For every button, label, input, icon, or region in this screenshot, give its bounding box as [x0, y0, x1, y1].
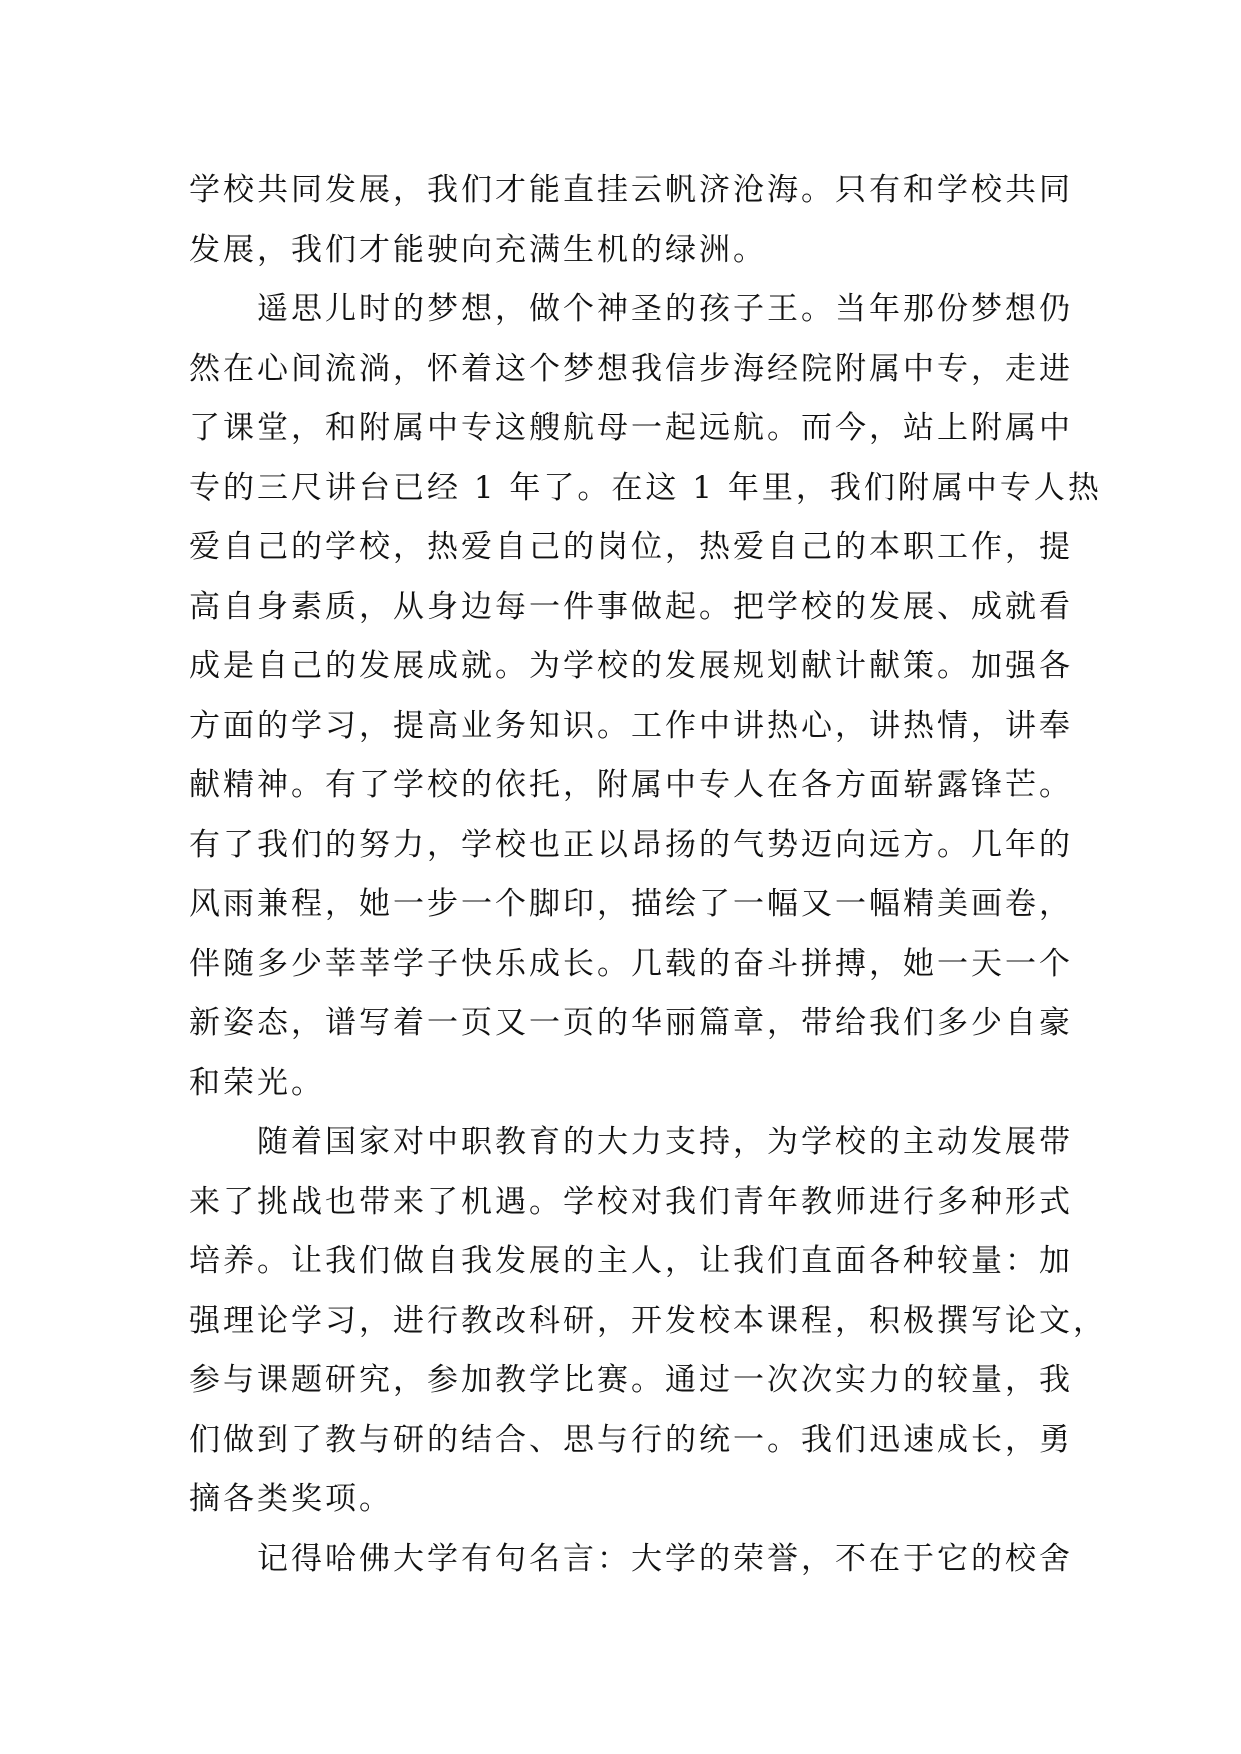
- text-line: 遥思儿时的梦想，做个神圣的孩子王。当年那份梦想仍: [257, 291, 1073, 327]
- text-line: 培养。让我们做自我发展的主人，让我们直面各种较量：加: [189, 1243, 1073, 1279]
- text-line: 爱自己的学校，热爱自己的岗位，热爱自己的本职工作，提: [189, 529, 1073, 565]
- text-line: 和荣光。: [189, 1064, 325, 1101]
- text-line: 风雨兼程，她一步一个脚印，描绘了一幅又一幅精美画卷，: [189, 886, 1073, 922]
- text-line: 伴随多少莘莘学子快乐成长。几载的奋斗拼搏，她一天一个: [189, 945, 1073, 982]
- text-line: 然在心间流淌，怀着这个梦想我信步海经院附属中专，走进: [189, 350, 1073, 387]
- text-line: 记得哈佛大学有句名言：大学的荣誉，不在于它的校舍: [257, 1540, 1073, 1577]
- text-line: 来了挑战也带来了机遇。学校对我们青年教师进行多种形式: [189, 1183, 1073, 1220]
- text-line: 强理论学习，进行教改科研，开发校本课程，积极撰写论文，: [189, 1302, 1107, 1339]
- text-line: 了课堂，和附属中专这艘航母一起远航。而今，站上附属中: [189, 410, 1073, 446]
- paragraph-3: [189, 1113, 1107, 1530]
- paragraph-1: [189, 161, 1073, 280]
- text-line: 有了我们的努力，学校也正以昂扬的气势迈向远方。几年的: [189, 826, 1073, 863]
- paragraph-4: [189, 1530, 1073, 1590]
- text-line: 发展，我们才能驶向充满生机的绿洲。: [189, 231, 767, 268]
- text-line: 成是自己的发展成就。为学校的发展规划献计献策。加强各: [189, 648, 1073, 684]
- text-line: 随着国家对中职教育的大力支持，为学校的主动发展带: [257, 1124, 1073, 1160]
- text-line: 方面的学习，提高业务知识。工作中讲热心，讲热情，讲奉: [189, 707, 1073, 744]
- text-line: 学校共同发展，我们才能直挂云帆济沧海。只有和学校共同: [189, 172, 1073, 208]
- text-line: 新姿态，谱写着一页又一页的华丽篇章，带给我们多少自豪: [189, 1005, 1073, 1041]
- text-line: 高自身素质，从身边每一件事做起。把学校的发展、成就看: [189, 588, 1073, 625]
- text-line: 们做到了教与研的结合、思与行的统一。我们迅速成长，勇: [189, 1421, 1073, 1458]
- text-line: 摘各类奖项。: [189, 1481, 393, 1517]
- document-body: [189, 161, 1107, 1589]
- text-line: 专的三尺讲台已经 1 年了。在这 1 年里，我们附属中专人热: [189, 469, 1102, 506]
- paragraph-2: [189, 280, 1102, 1113]
- text-line: 献精神。有了学校的依托，附属中专人在各方面崭露锋芒。: [189, 767, 1073, 803]
- text-line: 参与课题研究，参加教学比赛。通过一次次实力的较量，我: [189, 1362, 1073, 1398]
